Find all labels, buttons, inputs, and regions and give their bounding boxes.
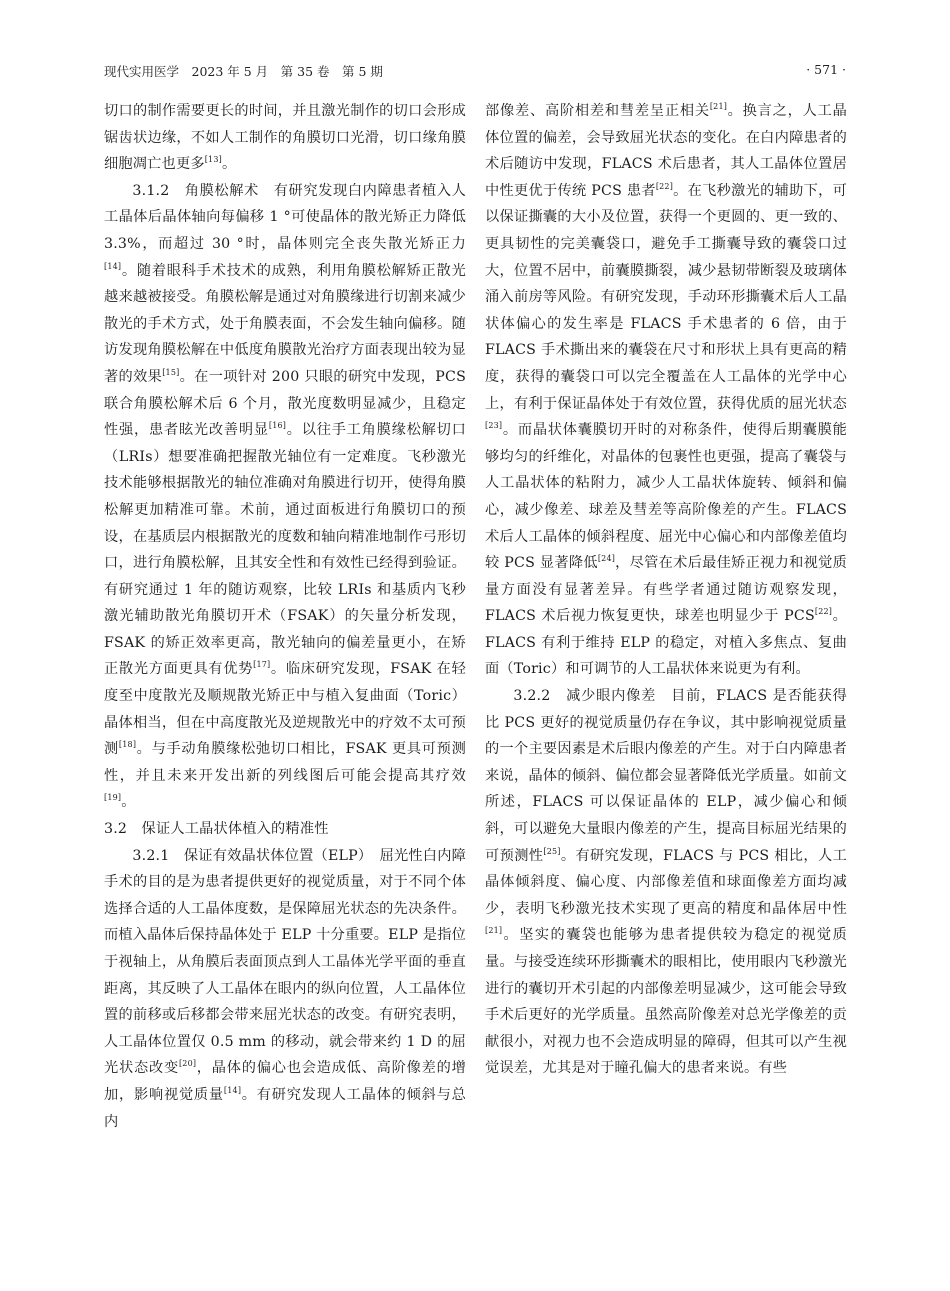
citation: [18] xyxy=(118,740,137,750)
left-column xyxy=(104,98,466,1135)
citation: [16] xyxy=(268,421,287,431)
citation: [21] xyxy=(485,926,503,936)
citation: [22] xyxy=(814,607,833,617)
citation: [25] xyxy=(543,846,561,856)
right-column xyxy=(485,98,847,1082)
section-3-2-2: 3.2.2 减少眼内像差 目前，FLACS 是否能获得比 PCS 更好的视觉质量仍存在争议，其中影响视觉质量的一个主要因素是术后眼内像差的产生。对于白内障患者来说，晶体的倾斜、偏位都会显著降低光学质量。如前文所述，FLACS 可以保证晶体的 ELP，减少偏心和倾斜，可以避免大量眼内像差的产生，提高目标屈光结果的可预测性[25]。有研究发现，FLACS 与 PCS 相比，人工晶体倾斜度、偏心度、内部像差值和球面像差方面均减少，表明飞秒激光技术实现了更高的精度和晶体居中性[21]。坚实的囊袋也能够为患者提供较为稳定的视觉质量。与接受连续环形撕囊术的眼相比，使用眼内飞秒激光进行的囊切开术引起的内部像差明显减少，这可能会导致手术后更好的光学质量。虽然高阶像差对总光学像差的贡献很小，对视力也不会造成明显的障碍，但其可以产生视觉误差，尤其是对于瞳孔偏大的患者来说。有些 xyxy=(485,688,847,1077)
section-heading-3-2: 3.2 保证人工晶状体植入的精准性 xyxy=(104,821,329,838)
section-3-1-2: 3.1.2 角膜松解术 有研究发现白内障患者植入人工晶体后晶体轴向每偏移 1 °可使晶体的散光矫正力降低 3.3%，而超过 30 °时，晶体则完全丧失散光矫正力[14]。随着眼科手术技术的成熟，利用角膜松解矫正散光越来越被接受。角膜松解是通过对角膜缘进行切割来减少散光的手术方式，处于角膜表面，不会发生轴向偏移。随访发现角膜松解在中低度角膜散光治疗方面表现出较为显著的效果[15]。在一项针对 200 只眼的研究中发现，PCS 联合角膜松解术后 6 个月，散光度数明显减少，且稳定性强，患者眩光改善明显[16]。以往手工角膜缘松解切口（LRIs）想要准确把握散光轴位有一定难度。飞秒激光技术能够根据散光的轴位准确对角膜进行切开，使得角膜松解更加精准可靠。术前，通过面板进行角膜切口的预设，在基质层内根据散光的度数和轴向精准地制作弓形切口，进行角膜松解，且其安全性和有效性已经得到验证。有研究通过 1 年的随访观察，比较 LRIs 和基质内飞秒激光辅助散光角膜切开术（FSAK）的矢量分析发现，FSAK 的矫正效率更高，散光轴向的偏差量更小，在矫正散光方面更具有优势[17]。临床研究发现，FSAK 在轻度至中度散光及顺规散光矫正中与植入复曲面（Toric）晶体相当，但在中高度散光及逆规散光中的疗效不太可预测[18]。与手动角膜缘松弛切口相比，FSAK 更具可预测性，并且未来开发出新的列线图后可能会提高其疗效[19]。 xyxy=(104,182,466,811)
citation: [24] xyxy=(597,554,616,564)
section-heading-3-2-2: 3.2.2 减少眼内像差 xyxy=(513,688,672,705)
section-3-2-1: 3.2.1 保证有效晶状体位置（ELP） 屈光性白内障手术的目的是为患者提供更好的视觉质量，对于不同个体选择合适的人工晶体度数，是保障屈光状态的先决条件。而植入晶体后保持晶体处于 ELP 十分重要。ELP 是指位于视轴上，从角膜后表面顶点到人工晶体光学平面的垂直距离，其反映了人工晶体在眼内的纵向位置，人工晶体位置的前移或后移都会带来屈光状态的改变。有研究表明，人工晶体位置仅 0.5 mm 的移动，就会带来约 1 D 的屈光状态改变[20]，晶体的偏心也会造成低、高阶像差的增加，影响视觉质量[14]。有研究发现人工晶体的倾斜与总内 xyxy=(104,847,466,1130)
citation: [15] xyxy=(162,367,180,377)
citation: [21] xyxy=(709,102,728,111)
citation: [23] xyxy=(485,421,503,431)
citation: [14] xyxy=(223,1085,242,1095)
citation: [22] xyxy=(655,181,674,191)
section-heading-3-2-1: 3.2.1 保证有效晶状体位置（ELP） xyxy=(132,847,380,864)
citation: [17] xyxy=(253,660,271,670)
citation: [13] xyxy=(204,155,222,165)
running-header xyxy=(104,62,846,84)
citation: [20] xyxy=(178,1059,197,1069)
paragraph-incision-continuation: 切口的制作需要更长的时间，并且激光制作的切口会形成锯齿状边缘，不如人工制作的角膜切口光滑，切口缘角膜细胞凋亡也更多[13]。 xyxy=(104,103,466,173)
section-heading-3-1-2: 3.1.2 角膜松解术 xyxy=(132,182,274,199)
citation: [14] xyxy=(104,261,122,271)
paragraph-elp-continuation: 部像差、高阶相差和彗差呈正相关[21]。换言之，人工晶体位置的偏差，会导致屈光状态的变化。在白内障患者的术后随访中发现，FLACS 术后患者，其人工晶体位置居中性更优于传统 PCS 患者[22]。在飞秒激光的辅助下，可以保证撕囊的大小及位置，获得一个更圆的、更一致的、更具韧性的完美囊袋口，避免手工撕囊导致的囊袋口过大，位置不居中，前囊膜撕裂，减少悬韧带断裂及玻璃体涌入前房等风险。有研究发现，手动环形撕囊术后人工晶状体偏心的发生率是 FLACS 手术患者的 6 倍，由于 FLACS 手术撕出来的囊袋在尺寸和形状上具有更高的精度，获得的囊袋口可以完全覆盖在人工晶体的光学中心上，有利于保证晶体处于有效位置，获得优质的屈光状态[23]。而晶状体囊膜切开时的对称条件，使得后期囊膜能够均匀的纤维化，对晶体的包裹性也更强，提高了囊袋与人工晶状体的粘附力，减少人工晶状体旋转、倾斜和偏心，减少像差、球差及彗差等高阶像差的产生。FLACS 术后人工晶体的倾斜程度、屈光中心偏心和内部像差值均较 PCS 显著降低[24]，尽管在术后最佳矫正视力和视觉质量方面没有显著差异。有些学者通过随访观察发现，FLACS 术后视力恢复更快，球差也明显少于 PCS[22]。FLACS 有利于维持 ELP 的稳定，对植入多焦点、复曲面（Toric）和可调节的人工晶状体来说更为有利。 xyxy=(485,102,847,678)
journal-info: 现代实用医学 2023 年 5 月 第 35 卷 第 5 期 xyxy=(104,64,383,79)
citation: [19] xyxy=(104,793,122,803)
page-number: · 571 · xyxy=(806,62,846,77)
